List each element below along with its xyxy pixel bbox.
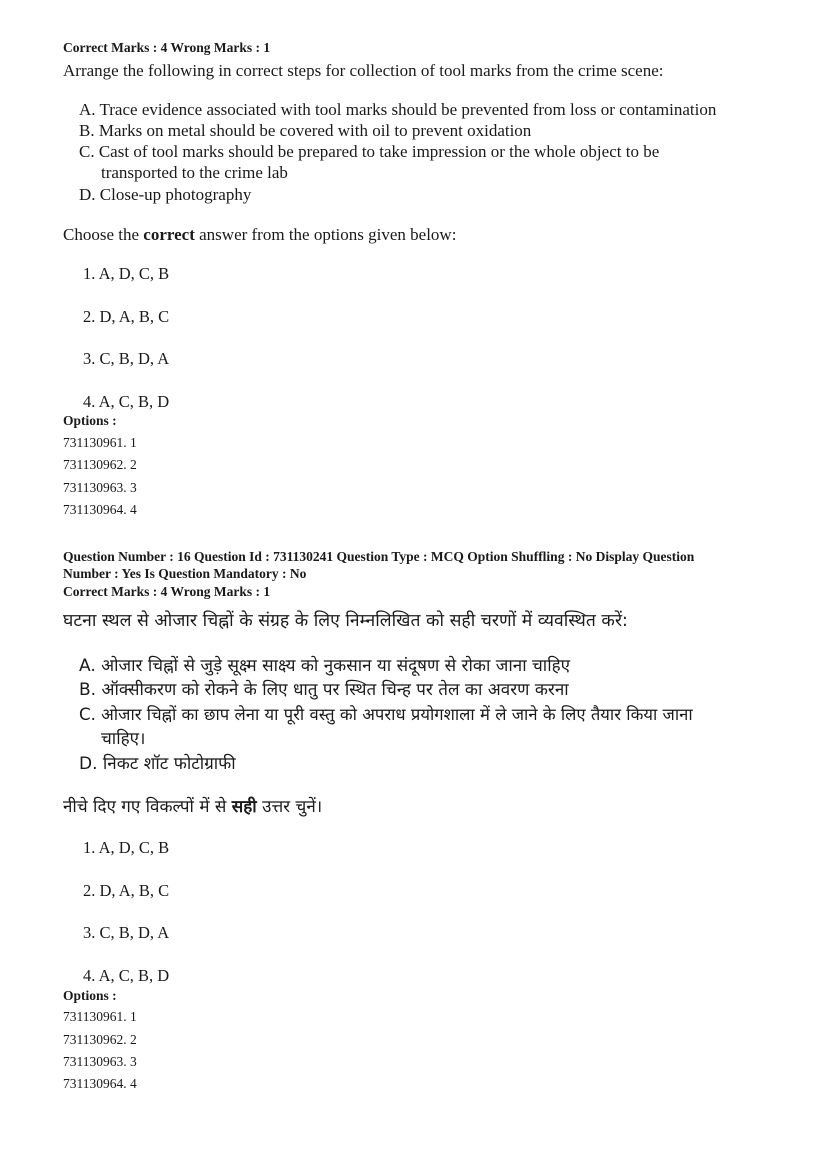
statement-text: ओजार चिह्नों का छाप लेना या पूरी वस्तु को अपराध प्रयोगशाला में ले जाने के लिए तैयार किया जाना (101, 705, 693, 724)
statement-d (79, 185, 251, 205)
statement-b-hindi (79, 677, 569, 700)
choose-bold: correct (143, 225, 195, 244)
statement-a-hindi (79, 653, 570, 676)
statement-label: A. (79, 656, 96, 676)
statement-c-continued-hindi: चाहिए। (101, 729, 146, 749)
choose-instruction (63, 225, 456, 245)
marks-line: Correct Marks : 4 Wrong Marks : 1 (63, 584, 271, 599)
option-id-3: 731130963. 3 (63, 480, 137, 495)
question-text: Arrange the following in correct steps for collection of tool marks from the crime scene: (63, 61, 664, 80)
choose-pre: नीचे दिए गए विकल्पों में से (63, 797, 232, 817)
answer-option-4: 4. A, C, B, D (83, 966, 170, 985)
option-id-2: 731130962. 2 (63, 457, 137, 472)
statement-label: D. (79, 185, 96, 204)
option-id-3: 731130963. 3 (63, 1054, 137, 1069)
statement-label: C. (79, 705, 96, 724)
statement-label: B. (79, 680, 97, 700)
statement-text: Cast of tool marks should be prepared to take impression or the whole object to be (98, 142, 660, 161)
statement-text: ऑक्सीकरण को रोकने के लिए धातु पर स्थित चिन्ह पर तेल का अवरण करना (101, 680, 569, 700)
statement-label: C. (79, 142, 95, 161)
choose-pre: Choose the (63, 225, 144, 244)
choose-post: answer from the options given below: (194, 225, 457, 244)
statement-c-continued: transported to the crime lab (101, 163, 288, 182)
option-id-1: 731130961. 1 (63, 435, 137, 450)
marks-line: Correct Marks : 4 Wrong Marks : 1 (63, 40, 271, 55)
statement-label: A. (79, 100, 96, 119)
answer-option-1: 1. A, D, C, B (83, 264, 170, 283)
choose-post: उत्तर चुनें। (256, 797, 323, 817)
option-id-1: 731130961. 1 (63, 1009, 137, 1024)
statement-label: B. (79, 121, 95, 140)
answer-option-2: 2. D, A, B, C (83, 307, 170, 326)
choose-instruction-hindi (63, 794, 322, 817)
answer-option-3: 3. C, B, D, A (83, 349, 170, 368)
statement-text: निकट शॉट फोटोग्राफी (102, 754, 236, 774)
statement-c-hindi (79, 702, 693, 725)
question-header-line-1: Question Number : 16 Question Id : 731130241 Question Type : MCQ Option Shuffling : No Display Question (63, 549, 695, 564)
statement-text: Trace evidence associated with tool marks should be prevented from loss or contamination (99, 100, 717, 119)
question-text-hindi: घटना स्थल से ओजार चिह्नों के संग्रह के लिए निम्नलिखित को सही चरणों में व्यवस्थित करें: (63, 611, 628, 631)
answer-option-4: 4. A, C, B, D (83, 392, 170, 411)
statement-text: ओजार चिह्नों से जुड़े सूक्ष्म साक्ष्य को नुकसान या संदूषण से रोका जाना चाहिए (101, 656, 571, 676)
statement-text: Close-up photography (99, 185, 252, 204)
options-label: Options : (63, 988, 117, 1003)
statement-a (79, 100, 716, 120)
answer-option-2: 2. D, A, B, C (83, 881, 170, 900)
option-id-4: 731130964. 4 (63, 1076, 137, 1091)
options-label: Options : (63, 413, 117, 428)
answer-option-1: 1. A, D, C, B (83, 838, 170, 857)
statement-c (79, 142, 659, 162)
statement-text: Marks on metal should be covered with oil to prevent oxidation (98, 121, 532, 140)
question-header-line-2: Number : Yes Is Question Mandatory : No (63, 566, 307, 581)
choose-bold: सही (231, 797, 257, 817)
statement-label: D. (79, 754, 98, 774)
statement-d-hindi (79, 751, 236, 774)
answer-option-3: 3. C, B, D, A (83, 923, 170, 942)
statement-b (79, 121, 531, 141)
option-id-2: 731130962. 2 (63, 1032, 137, 1047)
option-id-4: 731130964. 4 (63, 502, 137, 517)
